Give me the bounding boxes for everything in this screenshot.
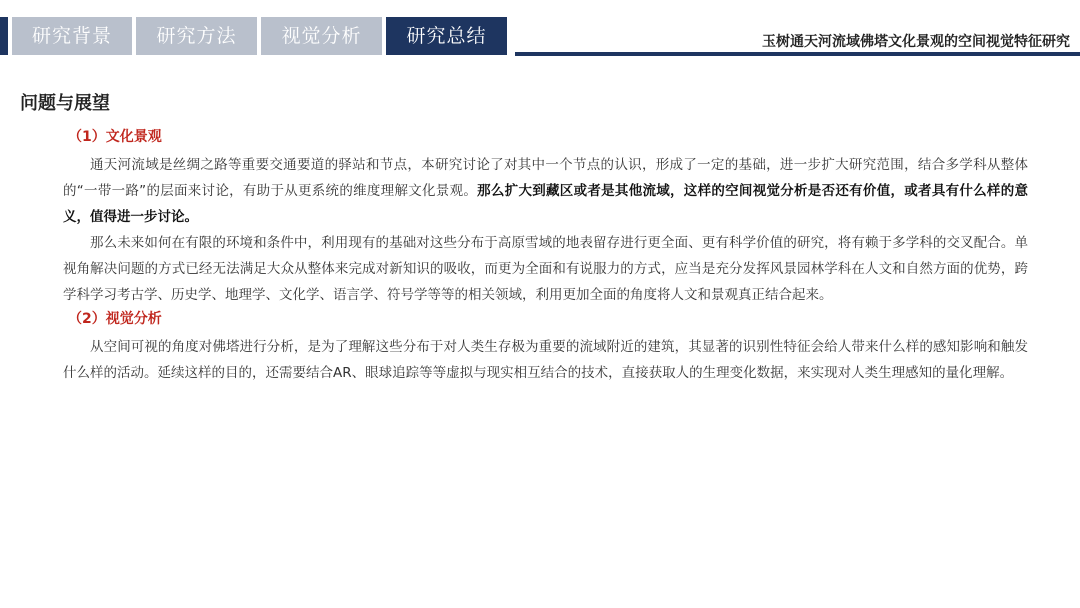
- tab-research-method[interactable]: 研究方法: [136, 17, 257, 55]
- tab-visual-analysis[interactable]: 视觉分析: [261, 17, 382, 55]
- page-title: 问题与展望: [20, 93, 110, 114]
- header-rule: [515, 52, 1080, 56]
- paragraph-visual-1: 从空间可视的角度对佛塔进行分析，是为了理解这些分布于对人类生存极为重要的流域附近的建筑，其显著的识别性特征会给人带来什么样的感知影响和触发什么样的活动。延续这样的目的，还需要结合AR、眼球追踪等等虚拟与现实相互结合的技术，直接获取人的生理变化数据，来实现对人类生理感知的量化理解。: [63, 339, 1028, 381]
- left-accent-bar: [0, 17, 8, 55]
- tab-research-summary[interactable]: 研究总结: [386, 17, 507, 55]
- top-bar: [0, 0, 1080, 60]
- paragraph-emphasis: 那么扩大到藏区或者是其他流域，这样的空间视觉分析是否还有价值，或者具有什么样的意义，值得进一步讨论。: [63, 183, 1028, 225]
- section-heading-visual-analysis: （2）视觉分析: [68, 311, 162, 327]
- tab-research-background[interactable]: 研究背景: [12, 17, 132, 55]
- content-body: [63, 126, 1028, 386]
- section-tabs: [12, 17, 507, 55]
- presentation-title: 玉树通天河流域佛塔文化景观的空间视觉特征研究: [762, 34, 1070, 50]
- paragraph-cultural-2: 那么未来如何在有限的环境和条件中，利用现有的基础对这些分布于高原雪域的地表留存进行更全面、更有科学价值的研究，将有赖于多学科的交叉配合。单视角解决问题的方式已经无法满足大众从整体来完成对新知识的吸收，而更为全面和有说服力的方式，应当是充分发挥风景园林学科在人文和自然方面的优势，跨学科学习考古学、历史学、地理学、文化学、语言学、符号学等等的相关领域，利用更加全面的角度将人文和景观真正结合起来。: [63, 235, 1028, 303]
- section-heading-cultural-landscape: （1）文化景观: [68, 129, 162, 145]
- paragraph-text: 通天河流域是丝绸之路等重要交通要道的驿站和节点，本研究讨论了对其中一个节点的认识，形成了一定的基础，进一步扩大研究范围，结合多学科从整体的“一带一路”的层面来讨论，有助于从更系统的维度理解文化景观。: [63, 157, 1028, 199]
- paragraph-cultural-1: [63, 152, 1028, 230]
